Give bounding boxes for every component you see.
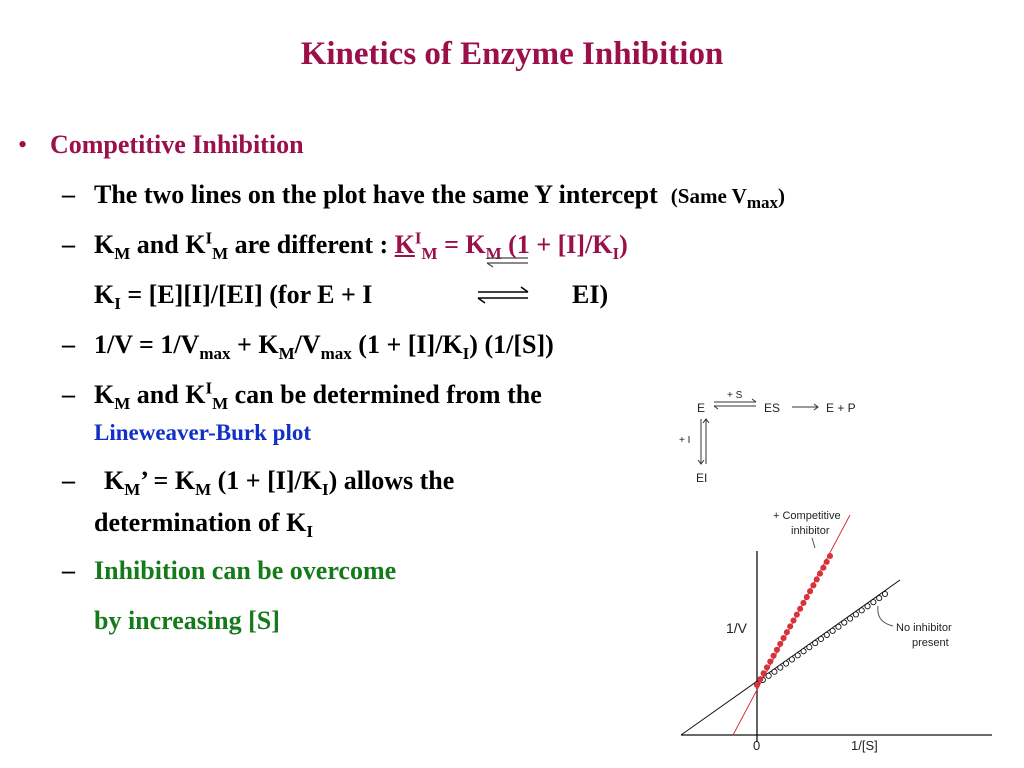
competitive-point (784, 630, 789, 635)
competitive-point (827, 553, 832, 558)
line-overcome: Inhibition can be overcome (94, 556, 397, 585)
no-inhibitor-point (836, 624, 841, 629)
no-inhibitor-point (783, 661, 788, 666)
competitive-point (768, 659, 773, 664)
t: M (195, 480, 212, 500)
competitive-point (761, 671, 766, 676)
t: + K (230, 330, 279, 359)
t: can be determined from the (228, 380, 542, 409)
competitive-point (791, 618, 796, 623)
t: M (278, 344, 295, 364)
dash-5: – (62, 466, 75, 495)
label-no-inhib-1: No inhibitor (896, 622, 952, 634)
no-inhibitor-point (801, 649, 806, 654)
t: M (124, 480, 141, 500)
origin-label: 0 (753, 738, 761, 753)
t: M (421, 244, 438, 264)
page-title: Kinetics of Enzyme Inhibition (300, 36, 724, 72)
competitive-points (754, 553, 832, 687)
t: max (320, 344, 352, 364)
t: M (212, 244, 229, 264)
dash-1: – (62, 180, 75, 209)
t: I (306, 522, 313, 542)
t: M (114, 394, 131, 414)
callout-competitive (812, 538, 815, 548)
no-inhibitor-point (842, 620, 847, 625)
equilibrium-arrow-kim (487, 258, 528, 267)
competitive-point (824, 559, 829, 564)
line-increasing-s: by increasing [S] (94, 606, 280, 635)
t: ) (619, 230, 628, 259)
t: I (321, 480, 329, 500)
no-inhibitor-point (818, 636, 823, 641)
note-sub: max (746, 193, 778, 213)
scheme-ei: EI (696, 471, 708, 485)
no-inhibitor-points (754, 591, 887, 686)
dash-2: – (62, 230, 75, 259)
scheme-es: ES (764, 401, 781, 415)
t: /V (294, 330, 321, 359)
t: ’ = K (140, 466, 196, 495)
no-inhibitor-point (813, 640, 818, 645)
t: = K (437, 230, 486, 259)
t: max (199, 344, 231, 364)
competitive-point (788, 624, 793, 629)
line-1-text: The two lines on the plot have the same Y intercept (94, 180, 658, 209)
competitive-point (814, 577, 819, 582)
competitive-point (811, 583, 816, 588)
scheme-plus-i: + I (679, 435, 691, 446)
t: M (212, 394, 229, 414)
scheme-arrow-ep (792, 404, 818, 410)
t: and K (130, 230, 206, 259)
t: are different : (228, 230, 395, 259)
t: determination of K (94, 508, 307, 537)
no-inhibitor-point (877, 595, 882, 600)
no-inhibitor-point (807, 645, 812, 650)
no-inhibitor-point (853, 612, 858, 617)
equilibrium-arrow-ki (478, 287, 528, 303)
t: I (114, 294, 121, 314)
bullet-marker: • (18, 130, 28, 159)
competitive-point (804, 594, 809, 599)
t: and K (130, 380, 206, 409)
competitive-point (774, 647, 779, 652)
heading-competitive: Competitive Inhibition (50, 130, 304, 159)
t: (1 + [I]/K (501, 230, 613, 259)
note-b: ) (777, 184, 785, 208)
competitive-point (807, 589, 812, 594)
scheme-e: E (697, 401, 706, 415)
competitive-point (754, 682, 759, 687)
t: (1 + [I]/K (351, 330, 463, 359)
t: K (94, 280, 115, 309)
no-inhibitor-point (871, 600, 876, 605)
dash-4: – (62, 380, 75, 409)
callout-no-inhibitor (878, 606, 893, 626)
competitive-point (794, 612, 799, 617)
t: I (205, 378, 213, 398)
no-inhibitor-point (778, 665, 783, 670)
no-inhibitor-point (847, 616, 852, 621)
competitive-point (758, 677, 763, 682)
dash-6: – (62, 556, 75, 585)
competitive-point (781, 635, 786, 640)
no-inhibitor-point (766, 673, 771, 678)
scheme-ep: E + P (826, 401, 856, 415)
competitive-point (798, 606, 803, 611)
t: K (394, 230, 415, 259)
t: 1/V = 1/V (94, 330, 200, 359)
scheme-arrow-ei (698, 419, 709, 464)
t: K (104, 466, 125, 495)
t: I (612, 244, 620, 264)
no-inhibitor-point (772, 669, 777, 674)
ei-end: EI) (572, 280, 609, 309)
t: I (414, 228, 422, 248)
competitive-point (764, 665, 769, 670)
label-competitive-1: + Competitive (773, 510, 841, 522)
t: K (94, 230, 115, 259)
t: M (485, 244, 502, 264)
competitive-point (801, 600, 806, 605)
competitive-point (771, 653, 776, 658)
t: ) allows the (328, 466, 455, 495)
competitive-point (778, 641, 783, 646)
y-axis-label: 1/V (726, 620, 748, 636)
no-inhibitor-point (882, 591, 887, 596)
t: ) (1/[S]) (469, 330, 554, 359)
no-inhibitor-point (859, 608, 864, 613)
no-inhibitor-point (789, 657, 794, 662)
t: K (94, 380, 115, 409)
t: I (462, 344, 470, 364)
note-a: (Same V (670, 184, 747, 208)
competitive-point (821, 565, 826, 570)
label-competitive-2: inhibitor (791, 525, 830, 537)
label-no-inhib-2: present (912, 637, 949, 649)
dash-3: – (62, 330, 75, 359)
no-inhibitor-point (795, 653, 800, 658)
lineweaver-burk-link: Lineweaver-Burk plot (94, 420, 311, 445)
no-inhibitor-point (824, 632, 829, 637)
competitive-point (817, 571, 822, 576)
no-inhibitor-point (865, 604, 870, 609)
t: I (205, 228, 213, 248)
no-inhibitor-point (830, 628, 835, 633)
x-axis-label: 1/[S] (851, 738, 878, 753)
t: (1 + [I]/K (211, 466, 322, 495)
scheme-plus-s: + S (727, 390, 743, 401)
t: = [E][I]/[EI] (for E + I (120, 280, 373, 309)
t: M (114, 244, 131, 264)
